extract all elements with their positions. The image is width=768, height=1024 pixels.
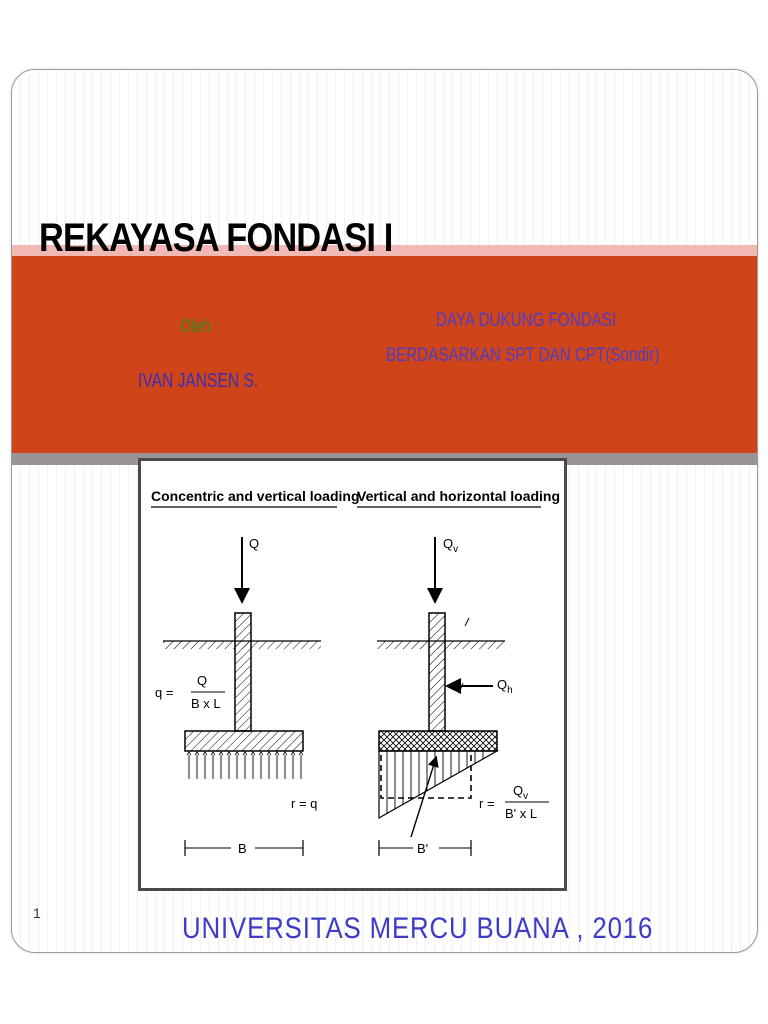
right-column [429, 613, 445, 731]
slide-title: REKAYASA FONDASI I [39, 216, 393, 260]
by-label: Oleh : [180, 316, 219, 336]
q-equation-denominator: B x L [191, 696, 221, 711]
right-footing [379, 731, 497, 751]
r-equation-lhs: r = [479, 796, 495, 811]
left-heading: Concentric and vertical loading [151, 488, 360, 504]
r-equation-denominator: B' x L [505, 806, 538, 821]
q-equation-numerator: Q [197, 673, 208, 688]
load-qh-label: $Q_h$ [497, 677, 513, 696]
load-qv-label: $Q_v$ [443, 536, 459, 555]
topic-line-2: BERDASARKAN SPT DAN CPT(Sondir) [386, 345, 660, 366]
dim-b-label: B [238, 841, 247, 856]
topic-line-1: DAYA DUKUNG FONDASI [436, 310, 617, 331]
left-column [235, 613, 251, 731]
right-pressure-lines [387, 751, 483, 813]
author-name: IVAN JANSEN S. [138, 370, 259, 392]
left-footing [185, 731, 303, 751]
load-q-label: Q [249, 536, 260, 551]
right-heading: Vertical and horizontal loading [357, 488, 561, 504]
resultant-arrow [411, 761, 435, 837]
r-equals-q-label: r = q [291, 796, 318, 811]
page-number: 1 [33, 905, 41, 921]
diagram-svg [141, 461, 564, 888]
foundation-loading-diagram [138, 458, 567, 891]
r-equation-numerator: $Q_v$ [513, 783, 529, 802]
q-equation-lhs: q = [155, 685, 174, 700]
footer-university: UNIVERSITAS MERCU BUANA , 2016 [182, 912, 654, 945]
left-pressure-arrows [185, 751, 303, 779]
slide [11, 69, 758, 953]
dim-b-prime-label: B' [417, 841, 429, 856]
